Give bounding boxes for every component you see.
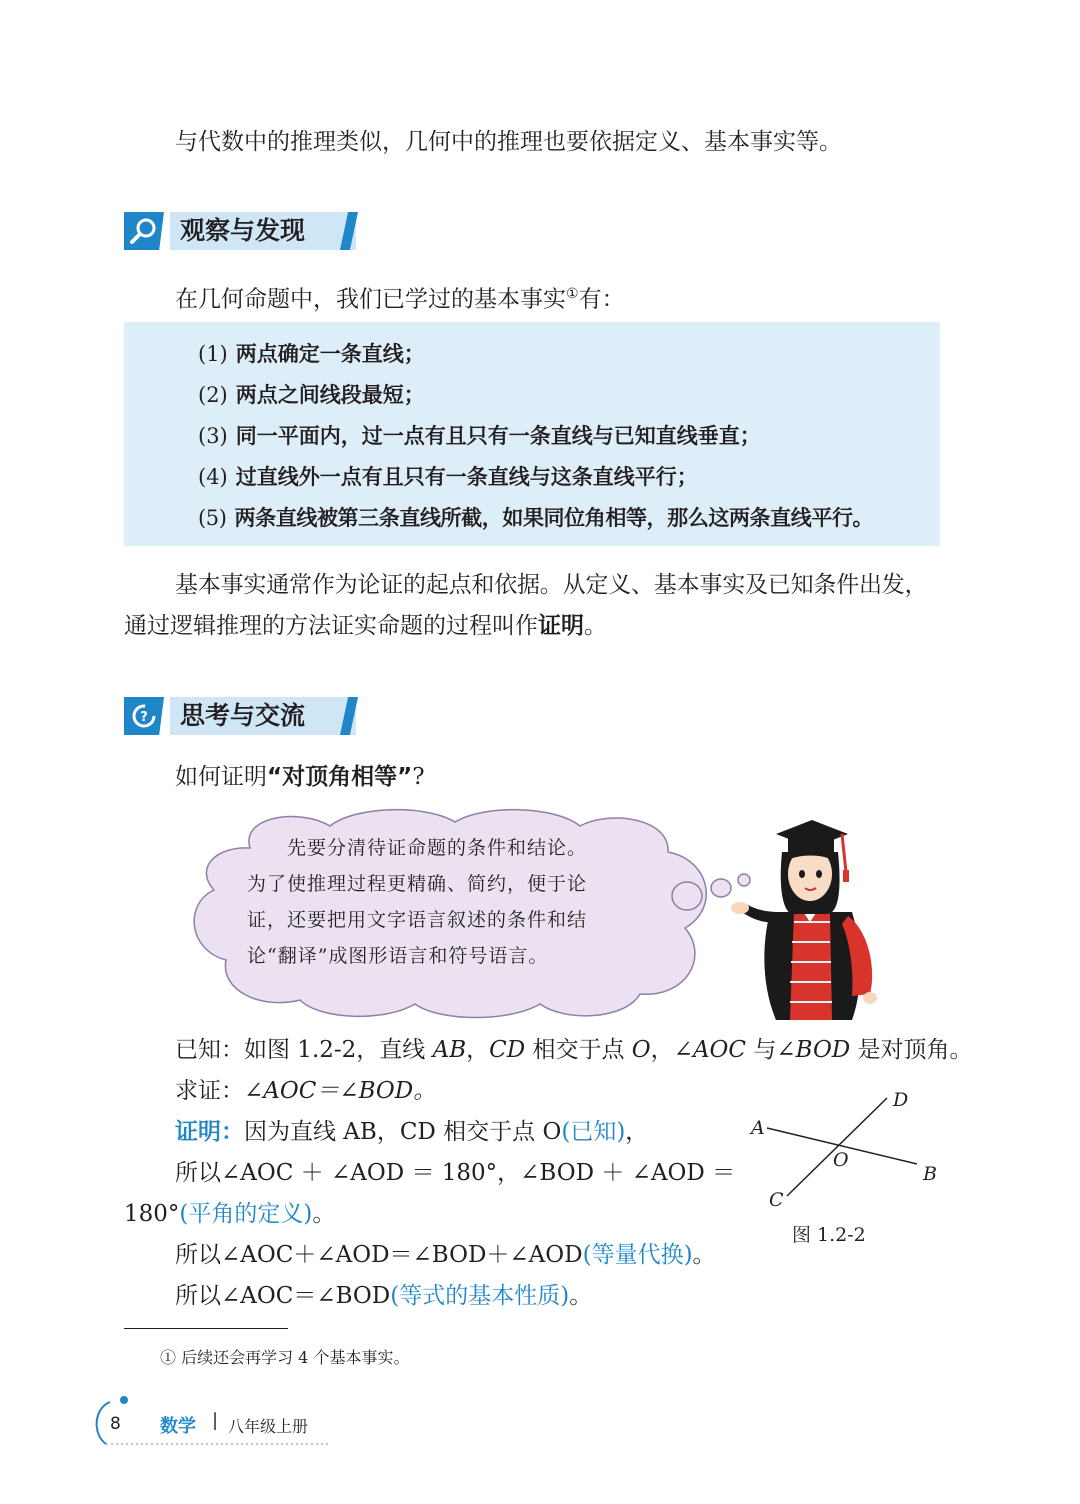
proof-end: 。 — [569, 1283, 593, 1309]
proof-reason: (等量代换) — [582, 1242, 693, 1268]
svg-text:?: ? — [140, 710, 148, 725]
definition-line-1: 基本事实通常作为论证的起点和依据。从定义、基本事实及已知条件出发， — [175, 572, 928, 598]
section-title-think: 思考与交流 — [180, 701, 306, 730]
proof-reason: (平角的定义) — [179, 1201, 313, 1227]
proof-text: 180° — [124, 1201, 180, 1227]
magnifier-icon — [124, 212, 164, 250]
given-text: 如图 1.2-2，直线 — [244, 1037, 433, 1063]
footer-subject: 数学 — [160, 1416, 196, 1437]
question-mark: ? — [412, 764, 425, 790]
fact-item: (5) 两条直线被第三条直线所截，如果同位角相等，那么这两条直线平行。 — [198, 506, 874, 530]
footnote: ① 后续还会再学习 4 个基本事实。 — [160, 1348, 410, 1367]
given-label: 已知： — [175, 1037, 244, 1063]
question-proposition: “对顶角相等” — [267, 764, 413, 790]
cloud-line: 证，还要把用文字语言叙述的条件和结 — [247, 909, 588, 931]
angle-bod: BOD — [795, 1037, 851, 1063]
fact-item: (2) 两点之间线段最短； — [198, 383, 425, 407]
proof-label: 证明： — [175, 1119, 244, 1145]
label-o: O — [833, 1149, 849, 1171]
footer-grade: 八年级上册 — [228, 1417, 309, 1436]
section-header-observe — [124, 212, 358, 250]
proof-end: ， — [625, 1119, 649, 1145]
proof-end: 。 — [312, 1201, 336, 1227]
prove-statement — [175, 1071, 436, 1112]
proof-reason: (等式的基本性质) — [390, 1283, 570, 1309]
label-d: D — [893, 1089, 909, 1111]
label-c: C — [769, 1189, 784, 1211]
basic-facts-box — [124, 322, 940, 546]
fact-item: (1) 两点确定一条直线； — [198, 342, 425, 366]
angle-aoc: AOC — [692, 1037, 747, 1063]
definition-term: 证明 — [538, 613, 584, 639]
proof-line — [124, 1194, 335, 1235]
definition-end: 。 — [584, 613, 607, 639]
proof-line — [175, 1235, 716, 1276]
proof-text: 因为直线 AB，CD 相交于点 O — [244, 1119, 562, 1145]
fact-item: (4) 过直线外一点有且只有一条直线与这条直线平行； — [198, 465, 698, 489]
cloud-line: 为了使推理过程更精确、简约，便于论 — [247, 873, 588, 895]
proof-text: 所以∠AOC＝∠BOD — [175, 1283, 391, 1309]
proof-line — [175, 1276, 592, 1317]
section-header-think — [124, 697, 358, 735]
figure-caption: 图 1.2-2 — [792, 1224, 866, 1246]
question-text: 如何证明 — [175, 764, 267, 790]
graduate-student-illustration — [730, 812, 890, 1022]
cloud-line: 论“翻译”成图形语言和符号语言。 — [247, 945, 549, 967]
refresh-icon — [124, 697, 164, 735]
figure-intersecting-lines — [745, 1088, 945, 1218]
fact-item: (3) 同一平面内，过一点有且只有一条直线与已知直线垂直； — [198, 424, 761, 448]
proof-text: 所以∠AOC＋∠AOD＝∠BOD＋∠AOD — [175, 1242, 583, 1268]
proof-line: 所以∠AOC ＋ ∠AOD ＝ 180°，∠BOD ＋ ∠AOD ＝ — [175, 1160, 736, 1186]
cloud-line: 先要分清待证命题的条件和结论。 — [287, 837, 588, 859]
prove-label: 求证： — [175, 1078, 244, 1104]
footnote-rule — [124, 1328, 288, 1329]
page-number: 8 — [110, 1414, 121, 1434]
label-a: A — [751, 1117, 765, 1139]
proof-line — [175, 1112, 648, 1153]
proof-end: 。 — [692, 1242, 716, 1268]
given-comma: ， — [466, 1037, 490, 1063]
think-question — [175, 757, 425, 798]
given-text: ，∠ — [650, 1037, 693, 1063]
point-o: O — [631, 1037, 651, 1063]
label-b: B — [923, 1163, 937, 1185]
proof-reason: (已知) — [561, 1119, 626, 1145]
line-cd-diagram — [787, 1098, 887, 1196]
footnote-marker: ① — [566, 286, 579, 302]
definition-line-2 — [124, 606, 607, 647]
line-ab: AB — [432, 1037, 467, 1063]
given-statement — [175, 1030, 973, 1071]
intro-paragraph: 与代数中的推理类似，几何中的推理也要依据定义、基本事实等。 — [175, 129, 842, 155]
prove-text: ∠AOC＝∠BOD。 — [244, 1078, 437, 1104]
definition-text: 通过逻辑推理的方法证实命题的过程叫作 — [124, 613, 538, 639]
observe-lead-text: 在几何命题中，我们已学过的基本事实 — [175, 286, 566, 313]
given-text: 相交于点 — [525, 1037, 632, 1063]
footer-separator: | — [212, 1410, 219, 1431]
section-title-observe: 观察与发现 — [180, 216, 306, 245]
observe-lead — [175, 274, 625, 321]
given-text: 与∠ — [746, 1037, 796, 1063]
given-text: 是对顶角。 — [850, 1037, 973, 1063]
line-cd: CD — [489, 1037, 526, 1063]
observe-lead-end: 有： — [578, 286, 625, 313]
